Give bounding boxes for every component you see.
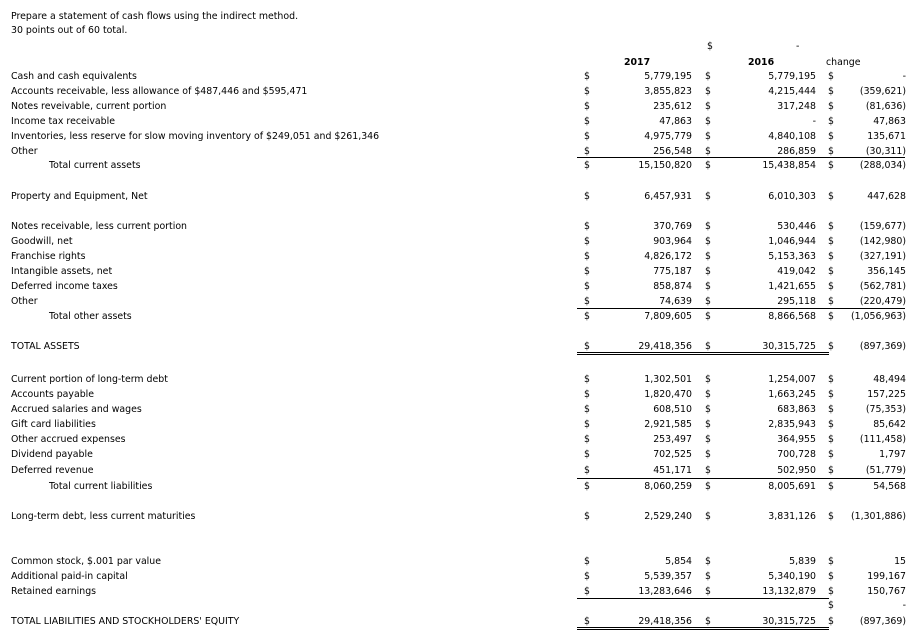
currency-symbol-2017: $ <box>584 116 590 127</box>
currency-symbol-2016: $ <box>705 116 711 127</box>
rule-other-assets <box>577 308 905 309</box>
value-change: 356,145 <box>867 266 906 277</box>
row-label: Deferred income taxes <box>11 281 118 292</box>
currency-symbol-2017: $ <box>584 131 590 142</box>
row-label: TOTAL ASSETS <box>11 341 80 352</box>
currency-symbol-change: $ <box>828 131 834 142</box>
table-row <box>0 387 923 402</box>
value-2016: 1,254,007 <box>768 374 816 385</box>
value-2017: 235,612 <box>653 101 692 112</box>
currency-symbol-2016: $ <box>705 296 711 307</box>
value-2016: 5,839 <box>789 556 816 567</box>
value-2017: 4,826,172 <box>644 251 692 262</box>
value-change: 47,863 <box>873 116 906 127</box>
value-2016: 8,866,568 <box>768 311 816 322</box>
value-change: 157,225 <box>867 389 906 400</box>
row-label: Other <box>11 296 38 307</box>
currency-symbol-2017: $ <box>584 449 590 460</box>
currency-symbol-2017: $ <box>584 389 590 400</box>
table-row <box>0 447 923 462</box>
value-2016: 700,728 <box>777 449 816 460</box>
currency-symbol-change: $ <box>828 146 834 157</box>
currency-symbol-change: $ <box>828 586 834 597</box>
value-change: (359,621) <box>859 86 906 97</box>
value-change: (220,479) <box>859 296 906 307</box>
table-row <box>0 479 923 494</box>
currency-symbol-2016: $ <box>705 434 711 445</box>
value-2016: 1,663,245 <box>768 389 816 400</box>
table-row <box>0 219 923 234</box>
value-2016: 4,840,108 <box>768 131 816 142</box>
instruction-line-1: Prepare a statement of cash flows using the indirect method. <box>11 11 299 22</box>
table-row <box>0 279 923 294</box>
currency-symbol-2017: $ <box>584 434 590 445</box>
row-label: Total other assets <box>49 311 132 322</box>
currency-symbol-2017: $ <box>584 419 590 430</box>
value-2017: 3,855,823 <box>644 86 692 97</box>
value-2017: 15,150,820 <box>638 160 692 171</box>
currency-symbol-change: $ <box>828 419 834 430</box>
currency-symbol-change: $ <box>828 600 834 611</box>
currency-symbol-2017: $ <box>584 236 590 247</box>
currency-symbol-2016: $ <box>705 616 711 627</box>
currency-symbol-change: $ <box>828 266 834 277</box>
currency-symbol-2016: $ <box>705 374 711 385</box>
value-change: (81,636) <box>865 101 906 112</box>
rule-equity <box>577 598 829 599</box>
value-change: (111,458) <box>859 434 906 445</box>
currency-symbol-2017: $ <box>584 616 590 627</box>
currency-symbol-change: $ <box>828 465 834 476</box>
value-change: (159,677) <box>859 221 906 232</box>
value-2017: 608,510 <box>653 404 692 415</box>
currency-symbol-change: $ <box>828 160 834 171</box>
row-label: Total current liabilities <box>49 481 153 492</box>
currency-symbol-2017: $ <box>584 71 590 82</box>
row-label: Retained earnings <box>11 586 97 597</box>
currency-symbol-change: $ <box>828 341 834 352</box>
table-row <box>0 69 923 84</box>
row-label: Income tax receivable <box>11 116 115 127</box>
value-2017: 775,187 <box>653 266 692 277</box>
value-2017: 13,283,646 <box>638 586 692 597</box>
currency-symbol-2017: $ <box>584 221 590 232</box>
value-2017: 903,964 <box>653 236 692 247</box>
table-row <box>0 114 923 129</box>
value-2016: 364,955 <box>777 434 816 445</box>
currency-symbol-change: $ <box>828 101 834 112</box>
table-row <box>0 598 923 613</box>
value-change: (51,779) <box>865 465 906 476</box>
value-2016: 15,438,854 <box>762 160 816 171</box>
value-2017: 6,457,931 <box>644 191 692 202</box>
currency-symbol-2016: $ <box>705 341 711 352</box>
value-2016: 683,863 <box>777 404 816 415</box>
table-row <box>0 509 923 524</box>
currency-symbol-change: $ <box>828 221 834 232</box>
value-change: (327,191) <box>859 251 906 262</box>
currency-symbol-2016: $ <box>705 281 711 292</box>
currency-symbol-2017: $ <box>584 281 590 292</box>
value-2016: 295,118 <box>777 296 816 307</box>
currency-symbol-change: $ <box>828 281 834 292</box>
table-row <box>0 554 923 569</box>
value-change: (897,369) <box>859 341 906 352</box>
instruction-line-2: 30 points out of 60 total. <box>11 25 128 36</box>
row-label: Franchise rights <box>11 251 86 262</box>
value-2016: 30,315,725 <box>762 341 816 352</box>
currency-symbol-2016: $ <box>705 419 711 430</box>
table-row <box>0 264 923 279</box>
currency-symbol-2017: $ <box>584 311 590 322</box>
value-2016: 1,046,944 <box>768 236 816 247</box>
currency-symbol-2016: $ <box>705 86 711 97</box>
row-label: Property and Equipment, Net <box>11 191 148 202</box>
value-2017: 2,921,585 <box>644 419 692 430</box>
row-label: Other <box>11 146 38 157</box>
currency-symbol-change: $ <box>828 86 834 97</box>
currency-symbol-change: $ <box>828 434 834 445</box>
row-label: Intangible assets, net <box>11 266 113 277</box>
currency-symbol-2016: $ <box>705 221 711 232</box>
value-change: (288,034) <box>859 160 906 171</box>
table-row <box>0 294 923 309</box>
row-label: Common stock, $.001 par value <box>11 556 161 567</box>
row-label: Cash and cash equivalents <box>11 71 137 82</box>
value-change: 135,671 <box>867 131 906 142</box>
value-2017: 29,418,356 <box>638 616 692 627</box>
row-label: Accounts payable <box>11 389 95 400</box>
currency-symbol-change: $ <box>828 389 834 400</box>
value-2017: 370,769 <box>653 221 692 232</box>
row-label: Long-term debt, less current maturities <box>11 511 196 522</box>
currency-symbol-change: $ <box>828 404 834 415</box>
currency-symbol-change: $ <box>828 116 834 127</box>
currency-symbol-2016: $ <box>705 389 711 400</box>
currency-symbol-2016: $ <box>705 449 711 460</box>
rule-current-assets <box>577 157 905 158</box>
table-row <box>0 432 923 447</box>
currency-symbol-2017: $ <box>584 571 590 582</box>
value-2017: 451,171 <box>653 465 692 476</box>
value-2016: 317,248 <box>777 101 816 112</box>
currency-symbol-2017: $ <box>584 556 590 567</box>
currency-symbol-2016: $ <box>705 511 711 522</box>
column-header-change: change <box>826 57 861 68</box>
value-change: - <box>902 600 906 611</box>
header-dash: - <box>796 41 800 52</box>
value-2017: 5,539,357 <box>644 571 692 582</box>
table-row <box>0 158 923 173</box>
value-2016: 1,421,655 <box>768 281 816 292</box>
row-label: Notes receivable, less current portion <box>11 221 187 232</box>
value-change: 54,568 <box>873 481 906 492</box>
currency-symbol-2016: $ <box>705 251 711 262</box>
value-change: 150,767 <box>867 586 906 597</box>
currency-symbol-2016: $ <box>705 481 711 492</box>
value-2017: 1,820,470 <box>644 389 692 400</box>
value-2016: 13,132,879 <box>762 586 816 597</box>
value-change: 447,628 <box>867 191 906 202</box>
value-2016: 530,446 <box>777 221 816 232</box>
currency-symbol-2017: $ <box>584 266 590 277</box>
currency-symbol-2017: $ <box>584 86 590 97</box>
currency-symbol-2016: $ <box>705 101 711 112</box>
row-label: Inventories, less reserve for slow moving inventory of $249,051 and $261,346 <box>11 131 380 142</box>
value-2016: 4,215,444 <box>768 86 816 97</box>
currency-symbol-change: $ <box>828 71 834 82</box>
value-2017: 858,874 <box>653 281 692 292</box>
currency-symbol-2016: $ <box>705 404 711 415</box>
value-2017: 29,418,356 <box>638 341 692 352</box>
rule-total-liabilities-equity <box>577 627 829 630</box>
currency-symbol-2017: $ <box>584 160 590 171</box>
table-row <box>0 129 923 144</box>
table-row <box>0 99 923 114</box>
row-label: Additional paid-in capital <box>11 571 128 582</box>
value-2017: 253,497 <box>653 434 692 445</box>
value-2017: 7,809,605 <box>644 311 692 322</box>
row-label: Accrued salaries and wages <box>11 404 142 415</box>
value-2017: 4,975,779 <box>644 131 692 142</box>
currency-symbol-2017: $ <box>584 465 590 476</box>
row-label: Other accrued expenses <box>11 434 126 445</box>
value-change: 48,494 <box>873 374 906 385</box>
row-label: Dividend payable <box>11 449 93 460</box>
currency-symbol-2016: $ <box>705 236 711 247</box>
value-2016: 419,042 <box>777 266 816 277</box>
table-row <box>0 372 923 387</box>
currency-symbol-change: $ <box>828 449 834 460</box>
value-2016: 286,859 <box>777 146 816 157</box>
value-change: (30,311) <box>865 146 906 157</box>
row-label: TOTAL LIABILITIES AND STOCKHOLDERS' EQUITY <box>11 616 240 627</box>
currency-symbol-change: $ <box>828 311 834 322</box>
value-2016: 8,005,691 <box>768 481 816 492</box>
currency-symbol-2016: $ <box>705 71 711 82</box>
value-2017: 47,863 <box>659 116 692 127</box>
table-row <box>0 84 923 99</box>
column-header-2017: 2017 <box>624 57 651 68</box>
column-header-2016: 2016 <box>748 57 775 68</box>
value-change: 15 <box>894 556 906 567</box>
currency-symbol-2017: $ <box>584 404 590 415</box>
currency-symbol-change: $ <box>828 296 834 307</box>
value-2017: 74,639 <box>659 296 692 307</box>
currency-symbol-change: $ <box>828 571 834 582</box>
value-2017: 8,060,259 <box>644 481 692 492</box>
value-2016: 2,835,943 <box>768 419 816 430</box>
currency-symbol-2016: $ <box>705 311 711 322</box>
row-label: Notes reveivable, current portion <box>11 101 167 112</box>
row-label: Gift card liabilities <box>11 419 96 430</box>
currency-symbol-2016: $ <box>705 586 711 597</box>
currency-symbol-change: $ <box>828 616 834 627</box>
table-row <box>0 249 923 264</box>
table-row <box>0 584 923 599</box>
value-2017: 5,854 <box>665 556 692 567</box>
rule-current-liabilities <box>577 478 905 479</box>
row-label: Total current assets <box>49 160 141 171</box>
currency-symbol-2016: $ <box>705 266 711 277</box>
value-2016: 5,340,190 <box>768 571 816 582</box>
currency-symbol-2016: $ <box>705 146 711 157</box>
currency-symbol-change: $ <box>828 236 834 247</box>
value-change: (142,980) <box>859 236 906 247</box>
value-2016: 30,315,725 <box>762 616 816 627</box>
currency-symbol-2016: $ <box>705 160 711 171</box>
row-label: Deferred revenue <box>11 465 94 476</box>
value-change: (1,056,963) <box>850 311 906 322</box>
value-2016: - <box>812 116 816 127</box>
table-row <box>0 463 923 478</box>
value-change: - <box>902 71 906 82</box>
currency-symbol-change: $ <box>828 511 834 522</box>
table-row <box>0 402 923 417</box>
value-change: (897,369) <box>859 616 906 627</box>
currency-symbol-2016: $ <box>705 191 711 202</box>
currency-symbol-2017: $ <box>584 251 590 262</box>
currency-symbol-change: $ <box>828 556 834 567</box>
value-2017: 5,779,195 <box>644 71 692 82</box>
row-label: Current portion of long-term debt <box>11 374 168 385</box>
value-change: 1,797 <box>879 449 906 460</box>
row-label: Goodwill, net <box>11 236 73 247</box>
currency-symbol-2017: $ <box>584 341 590 352</box>
currency-symbol-change: $ <box>828 191 834 202</box>
table-row <box>0 234 923 249</box>
table-row <box>0 309 923 324</box>
currency-symbol-2016: $ <box>705 465 711 476</box>
rule-total-assets <box>577 352 829 355</box>
currency-symbol-2017: $ <box>584 374 590 385</box>
currency-symbol-2016: $ <box>705 131 711 142</box>
value-2016: 3,831,126 <box>768 511 816 522</box>
value-change: (75,353) <box>865 404 906 415</box>
currency-symbol-2017: $ <box>584 101 590 112</box>
row-label: Accounts receivable, less allowance of $487,446 and $595,471 <box>11 86 308 97</box>
value-2016: 5,153,363 <box>768 251 816 262</box>
value-change: (1,301,886) <box>850 511 906 522</box>
header-dollar: $ <box>707 41 713 52</box>
table-row <box>0 569 923 584</box>
value-change: (562,781) <box>859 281 906 292</box>
value-change: 199,167 <box>867 571 906 582</box>
table-row <box>0 417 923 432</box>
currency-symbol-2016: $ <box>705 571 711 582</box>
value-2016: 5,779,195 <box>768 71 816 82</box>
currency-symbol-2017: $ <box>584 481 590 492</box>
value-2017: 256,548 <box>653 146 692 157</box>
currency-symbol-2016: $ <box>705 556 711 567</box>
currency-symbol-2017: $ <box>584 191 590 202</box>
value-2016: 502,950 <box>777 465 816 476</box>
value-2016: 6,010,303 <box>768 191 816 202</box>
currency-symbol-2017: $ <box>584 146 590 157</box>
currency-symbol-2017: $ <box>584 586 590 597</box>
currency-symbol-change: $ <box>828 374 834 385</box>
currency-symbol-2017: $ <box>584 511 590 522</box>
currency-symbol-change: $ <box>828 251 834 262</box>
value-change: 85,642 <box>873 419 906 430</box>
currency-symbol-change: $ <box>828 481 834 492</box>
value-2017: 2,529,240 <box>644 511 692 522</box>
currency-symbol-2017: $ <box>584 296 590 307</box>
value-2017: 1,302,501 <box>644 374 692 385</box>
value-2017: 702,525 <box>653 449 692 460</box>
table-row <box>0 189 923 204</box>
